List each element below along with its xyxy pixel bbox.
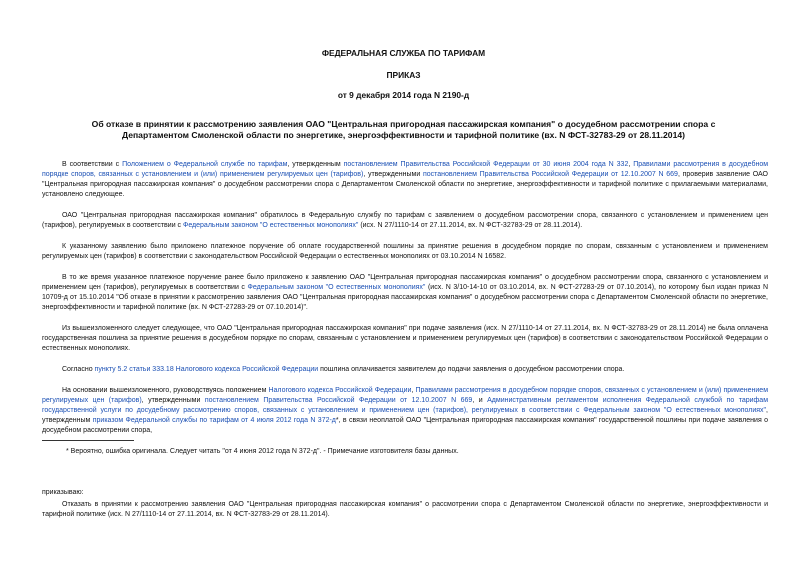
text-span: ,: [411, 387, 416, 394]
paragraph-3: [42, 242, 768, 262]
text-span: Согласно: [62, 366, 95, 373]
text-span: (исх. N 27/1110-14 от 27.11.2014, вх. N ФСТ-32783-29 от 28.11.2014).: [358, 222, 583, 229]
paragraph-8: [42, 500, 768, 520]
text-span: В то же время указанное платежное поручение ранее было приложено к заявлению ОАО "Центральная пригородная пассажирская компания" о досудебном рассмотрении спора, связанного с установлением и применением цен (тарифов), регулируемых в соответствии с: [42, 274, 768, 291]
doc-type-heading: ПРИКАЗ: [386, 70, 421, 80]
text-span: , и: [472, 397, 488, 404]
link-natural-monopolies-law[interactable]: Федеральным законом "О естественных монополиях": [183, 222, 359, 229]
text-span: ,: [628, 161, 634, 168]
link-dispute-rules[interactable]: Правилами рассмотрения в досудебном порядке споров, связанных с установлением и (или) применением регулируемых цен (тарифов): [42, 161, 769, 178]
text-span: приказываю:: [42, 489, 84, 496]
text-span: , утвержденным: [42, 407, 768, 424]
agency-heading: ФЕДЕРАЛЬНАЯ СЛУЖБА ПО ТАРИФАМ: [321, 48, 486, 58]
text-span: Из вышеизложенного следует следующее, что ОАО "Центральная пригородная пассажирская компания" при подаче заявления (исх. N 27/1110-14 от 27.11.2014, вх. N ФСТ-32783-29 от 28.11.2014) не была оплачена государственная пошлина за принятие решения в досудебном порядке по спорам, связанным с установлением и применением регулируемых цен (тарифов) в соответствии с законодательством Российской Федерации о естественных монополиях.: [42, 325, 768, 352]
text-span: , утвержденными: [363, 171, 423, 178]
link-dispute-rules[interactable]: Правилами рассмотрения в досудебном порядке споров, связанных с установлением и (или) применением регулируемых цен (тарифов): [42, 387, 769, 404]
paragraph-6: [42, 365, 768, 375]
link-fst-regulation[interactable]: Положением о Федеральной службе по тарифам: [122, 161, 288, 168]
text-span: ОАО "Центральная пригородная пассажирская компания" обратилось в Федеральную службу по тарифам с заявлением о досудебном рассмотрении спора, связанного с установлением и применением цен (тарифов), регулируемых в соответствии с: [42, 212, 768, 229]
link-tax-code-article[interactable]: пункту 5.2 статьи 333.18 Налогового кодекса Российской Федерации: [94, 366, 319, 373]
text-span: В соответствии с: [62, 161, 123, 168]
text-span: , утвержденным: [287, 161, 344, 168]
text-span: *, в связи неоплатой ОАО "Центральная пригородная пассажирская компания" государственной пошлины при подаче заявления о досудебном рассмотрении спора,: [42, 417, 768, 434]
text-span: , проверив заявление ОАО "Центральная пригородная пассажирская компания" о досудебном рассмотрении спора с Департаментом Смоленской области по энергетике, энергоэффективности и тарифной политике с прилагаемыми материалами, установлено следующее.: [42, 171, 769, 198]
paragraph-2: [42, 211, 768, 231]
text-span: (исх. N 3/10-14-10 от 03.10.2014, вх. N ФСТ-27283-29 от 07.10.2014), по которому был издан приказ N 10709-д от 15.10.2014 "Об отказе в принятии к рассмотрению заявления ОАО "Центральная пригородная пассажирская компания" о досудебном рассмотрении спора с Департаментом Смоленской области по энергетике, энергоэффективности и тарифной политике (вх. N ФСТ-27283-29 от 07.10.2014)".: [42, 284, 768, 311]
link-government-decree-669[interactable]: постановлением Правительства Российской Федерации от 12.10.2007 N 669: [422, 171, 678, 178]
link-government-decree-332[interactable]: постановлением Правительства Российской Федерации от 30 июня 2004 года N 332: [343, 161, 629, 168]
paragraph-4: [42, 273, 768, 313]
footnote-divider: [42, 440, 134, 441]
text-span: К указанному заявлению было приложено платежное поручение об оплате государственной пошлины за принятие решения в досудебном порядке по спорам, связанным с установлением и применением регулируемых цен (тарифов) в соответствии с законодательством Российской Федерации о естественных монополиях от 03.10.2014 N 16582.: [42, 243, 768, 260]
link-fst-order-372[interactable]: приказом Федеральной службы по тарифам от 4 июля 2012 года N 372-д: [92, 417, 336, 424]
paragraph-7: [42, 386, 768, 436]
paragraph-1: [42, 160, 768, 200]
paragraph-5: [42, 324, 768, 354]
link-tax-code[interactable]: Налогового кодекса Российской Федерации: [268, 387, 412, 394]
text-span: , утвержденными: [141, 397, 205, 404]
order-word: [42, 488, 768, 498]
footnote: * Вероятно, ошибка оригинала. Следует читать "от 4 июня 2012 года N 372-д". - Примечание изготовителя базы данных.: [66, 448, 459, 455]
link-natural-monopolies-law[interactable]: Федеральным законом "О естественных монополиях": [247, 284, 426, 291]
text-span: Отказать в принятии к рассмотрению заявления ОАО "Центральная пригородная пассажирская компания" о рассмотрении спора с Департаментом Смоленской области по энергетике, энергоэффективности и тарифной политике (исх. N 27/1110-14 от 27.11.2014, вх. N ФСТ-32783-29 от 28.11.2014).: [42, 501, 768, 518]
link-administrative-regulation[interactable]: Административным регламентом исполнения Федеральной службой по тарифам государственной услуги по досудебному рассмотрению споров, связанных с установлением и применением цен (тарифов), регулируемых в соответствии с Федеральным законом "О естественных монополиях": [42, 397, 769, 414]
doc-date-number: от 9 декабря 2014 года N 2190-д: [337, 90, 470, 100]
text-span: На основании вышеизложенного, руководствуясь положением: [62, 387, 269, 394]
text-span: пошлина оплачивается заявителем до подачи заявления о досудебном рассмотрении спора.: [318, 366, 625, 373]
link-government-decree-669[interactable]: постановлением Правительства Российской Федерации от 12.10.2007 N 669: [204, 397, 473, 404]
document-title: Об отказе в принятии к рассмотрению заявления ОАО "Центральная пригородная пассажирская компания" о досудебном рассмотрении спора с Департаментом Смоленской области по энергетике, энергоэффективности и тарифной политике (вх. N ФСТ-32783-29 от 28.11.2014): [91, 119, 716, 140]
